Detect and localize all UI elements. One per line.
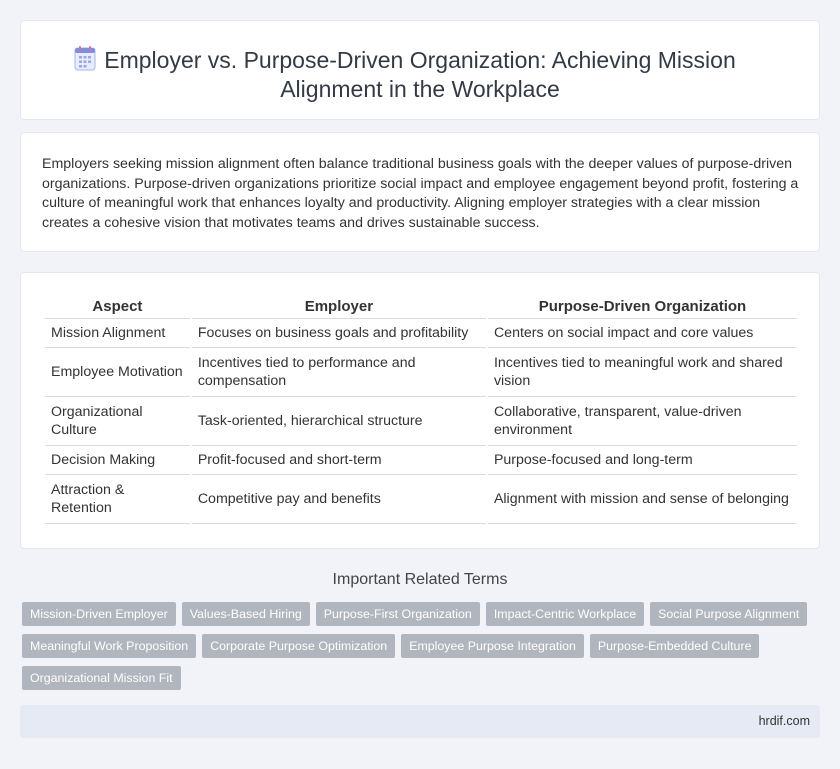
employer-cell: Task-oriented, hierarchical structure [192,397,486,446]
title-card [20,20,820,120]
aspect-cell: Organizational Culture [45,397,190,446]
table-row [45,446,797,475]
related-term-tag[interactable]: Corporate Purpose Optimization [202,634,395,658]
aspect-cell: Decision Making [45,446,190,475]
related-term-tag[interactable]: Values-Based Hiring [182,602,310,626]
page-title: Employer vs. Purpose-Driven Organization: Achieving Mission Alignment in the Workplace [104,47,736,102]
employer-cell: Focuses on business goals and profitability [192,319,486,348]
related-term-tag[interactable]: Employee Purpose Integration [401,634,584,658]
purpose-driven-cell: Alignment with mission and sense of belonging [488,475,797,524]
aspect-cell: Mission Alignment [45,319,190,348]
table-header-row [45,295,797,319]
related-terms-list [22,602,822,698]
related-term-tag[interactable]: Purpose-Embedded Culture [590,634,760,658]
employer-cell: Competitive pay and benefits [192,475,486,524]
related-term-tag[interactable]: Mission-Driven Employer [22,602,176,626]
purpose-driven-cell: Purpose-focused and long-term [488,446,797,475]
table-row [45,397,797,446]
related-term-tag[interactable]: Impact-Centric Workplace [486,602,644,626]
related-term-tag[interactable]: Social Purpose Alignment [650,602,807,626]
related-terms-heading: Important Related Terms [332,571,508,588]
purpose-driven-cell: Collaborative, transparent, value-driven environment [488,397,797,446]
comparison-card [20,272,820,549]
table-row [45,475,797,524]
intro-paragraph: Employers seeking mission alignment often balance traditional business goals with the deeper values of purpose-driven organizations. Purpose-driven organizations prioritize social impact and employee engagement beyond profit, fostering a culture of meaningful work that enhances loyalty and productivity. Aligning employer strategies with a clear mission creates a cohesive vision that motivates teams and drives sustainable success. [42,156,799,231]
table-row [45,348,797,397]
table-row [45,319,797,348]
column-header-aspect: Aspect [45,295,190,319]
intro-card [20,132,820,252]
aspect-cell: Attraction & Retention [45,475,190,524]
employer-cell: Profit-focused and short-term [192,446,486,475]
footer-site-link[interactable]: hrdif.com [758,714,810,728]
purpose-driven-cell: Centers on social impact and core values [488,319,797,348]
related-term-tag[interactable]: Organizational Mission Fit [22,666,181,690]
employer-cell: Incentives tied to performance and compensation [192,348,486,397]
related-term-tag[interactable]: Purpose-First Organization [316,602,480,626]
footer [20,705,820,738]
comparison-table [43,295,799,524]
column-header-purpose-driven: Purpose-Driven Organization [488,295,797,319]
aspect-cell: Employee Motivation [45,348,190,397]
related-term-tag[interactable]: Meaningful Work Proposition [22,634,196,658]
purpose-driven-cell: Incentives tied to meaningful work and shared vision [488,348,797,397]
column-header-employer: Employer [192,295,486,319]
